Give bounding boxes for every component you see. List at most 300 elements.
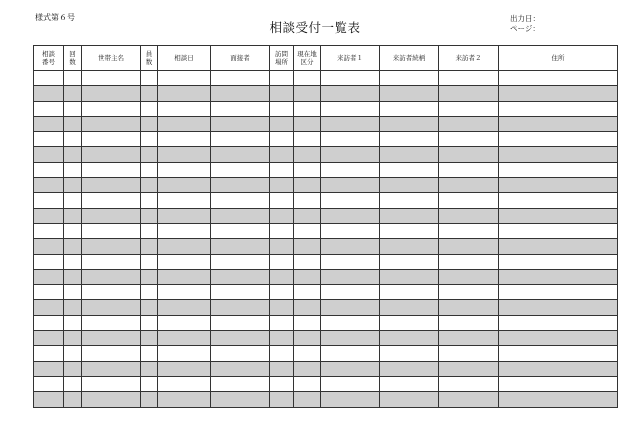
table-cell bbox=[321, 116, 380, 131]
table-row bbox=[34, 86, 618, 101]
table-cell bbox=[294, 254, 321, 269]
table-cell bbox=[211, 86, 270, 101]
table-cell bbox=[439, 361, 499, 376]
table-cell bbox=[270, 193, 294, 208]
table-cell bbox=[141, 101, 158, 116]
table-row bbox=[34, 71, 618, 86]
page-title: 相談受付一覧表 bbox=[269, 20, 361, 35]
table-cell bbox=[34, 86, 64, 101]
table-cell bbox=[270, 254, 294, 269]
table-cell bbox=[439, 162, 499, 177]
table-cell bbox=[321, 315, 380, 330]
table-cell bbox=[141, 116, 158, 131]
table-row bbox=[34, 193, 618, 208]
table-cell bbox=[439, 178, 499, 193]
column-header: 相談 番号 bbox=[34, 46, 64, 71]
table-cell bbox=[211, 376, 270, 391]
table-cell bbox=[294, 361, 321, 376]
table-cell bbox=[34, 346, 64, 361]
table-cell bbox=[211, 392, 270, 407]
table-cell bbox=[34, 178, 64, 193]
table-cell bbox=[270, 208, 294, 223]
table-row bbox=[34, 178, 618, 193]
table-cell bbox=[499, 208, 618, 223]
table-cell bbox=[211, 331, 270, 346]
table-cell bbox=[211, 162, 270, 177]
table-cell bbox=[82, 254, 141, 269]
table-cell bbox=[64, 71, 82, 86]
table-cell bbox=[439, 315, 499, 330]
table-cell bbox=[499, 269, 618, 284]
table-cell bbox=[158, 300, 211, 315]
table-cell bbox=[64, 392, 82, 407]
table-cell bbox=[439, 331, 499, 346]
table-cell bbox=[82, 285, 141, 300]
column-header: 来訪者１ bbox=[321, 46, 380, 71]
table-cell bbox=[270, 315, 294, 330]
table-row bbox=[34, 331, 618, 346]
table-cell bbox=[294, 178, 321, 193]
table-cell bbox=[34, 116, 64, 131]
table-cell bbox=[82, 315, 141, 330]
table-cell bbox=[499, 86, 618, 101]
table-cell bbox=[380, 346, 439, 361]
column-header: 世帯主名 bbox=[82, 46, 141, 71]
table-cell bbox=[380, 269, 439, 284]
table-row bbox=[34, 254, 618, 269]
table-cell bbox=[321, 147, 380, 162]
table-cell bbox=[270, 162, 294, 177]
table-cell bbox=[141, 254, 158, 269]
table-cell bbox=[380, 116, 439, 131]
table-cell bbox=[34, 331, 64, 346]
table-cell bbox=[158, 361, 211, 376]
table-cell bbox=[141, 132, 158, 147]
table-cell bbox=[294, 376, 321, 391]
table-cell bbox=[141, 147, 158, 162]
table-cell bbox=[211, 285, 270, 300]
table-cell bbox=[439, 147, 499, 162]
table-cell bbox=[321, 285, 380, 300]
table-cell bbox=[211, 346, 270, 361]
table-row bbox=[34, 147, 618, 162]
table-cell bbox=[34, 208, 64, 223]
table-cell bbox=[439, 193, 499, 208]
table-cell bbox=[321, 223, 380, 238]
table-cell bbox=[34, 162, 64, 177]
table-cell bbox=[158, 239, 211, 254]
table-cell bbox=[380, 147, 439, 162]
table-cell bbox=[64, 269, 82, 284]
table-cell bbox=[294, 331, 321, 346]
table-cell bbox=[64, 254, 82, 269]
table-cell bbox=[380, 86, 439, 101]
table-row bbox=[34, 300, 618, 315]
table-cell bbox=[294, 239, 321, 254]
table-cell bbox=[64, 285, 82, 300]
table-cell bbox=[82, 178, 141, 193]
table-cell bbox=[294, 86, 321, 101]
table-cell bbox=[294, 162, 321, 177]
table-cell bbox=[270, 132, 294, 147]
table-cell bbox=[211, 116, 270, 131]
output-date-label: 出力日： bbox=[510, 14, 540, 23]
table-cell bbox=[141, 71, 158, 86]
table-cell bbox=[321, 162, 380, 177]
table-cell bbox=[64, 223, 82, 238]
table-cell bbox=[439, 86, 499, 101]
table-cell bbox=[380, 239, 439, 254]
table-cell bbox=[34, 376, 64, 391]
table-cell bbox=[64, 361, 82, 376]
table-cell bbox=[270, 285, 294, 300]
table-cell bbox=[380, 285, 439, 300]
table-cell bbox=[439, 376, 499, 391]
table-cell bbox=[499, 147, 618, 162]
table-cell bbox=[34, 71, 64, 86]
table-cell bbox=[64, 116, 82, 131]
table-cell bbox=[380, 162, 439, 177]
table-cell bbox=[141, 86, 158, 101]
column-header: 相談日 bbox=[158, 46, 211, 71]
table-row bbox=[34, 361, 618, 376]
page-number-label: ページ： bbox=[510, 24, 540, 33]
table-cell bbox=[499, 331, 618, 346]
table-cell bbox=[34, 239, 64, 254]
table-cell bbox=[141, 162, 158, 177]
table-cell bbox=[321, 193, 380, 208]
table-cell bbox=[321, 208, 380, 223]
table-cell bbox=[82, 300, 141, 315]
table-cell bbox=[439, 71, 499, 86]
table-cell bbox=[34, 315, 64, 330]
table-cell bbox=[82, 208, 141, 223]
table-cell bbox=[380, 208, 439, 223]
table-cell bbox=[158, 162, 211, 177]
table-cell bbox=[270, 147, 294, 162]
table-cell bbox=[141, 193, 158, 208]
table-cell bbox=[34, 392, 64, 407]
table-cell bbox=[141, 376, 158, 391]
table-cell bbox=[158, 116, 211, 131]
table-header-row bbox=[34, 46, 618, 71]
table-cell bbox=[64, 300, 82, 315]
table-cell bbox=[158, 208, 211, 223]
table-cell bbox=[82, 239, 141, 254]
table-cell bbox=[34, 361, 64, 376]
table-cell bbox=[64, 162, 82, 177]
table-cell bbox=[439, 132, 499, 147]
table-cell bbox=[64, 101, 82, 116]
table-cell bbox=[141, 346, 158, 361]
table-cell bbox=[380, 331, 439, 346]
column-header: 面接者 bbox=[211, 46, 270, 71]
table-cell bbox=[321, 361, 380, 376]
table-cell bbox=[499, 132, 618, 147]
table-cell bbox=[499, 193, 618, 208]
table-cell bbox=[64, 147, 82, 162]
table-cell bbox=[321, 86, 380, 101]
table-cell bbox=[34, 101, 64, 116]
table-cell bbox=[380, 392, 439, 407]
table-cell bbox=[321, 331, 380, 346]
table-cell bbox=[211, 254, 270, 269]
table-cell bbox=[270, 346, 294, 361]
column-header: 来訪者続柄 bbox=[380, 46, 439, 71]
table-cell bbox=[34, 193, 64, 208]
table-cell bbox=[380, 71, 439, 86]
table-cell bbox=[439, 239, 499, 254]
table-cell bbox=[380, 178, 439, 193]
table-cell bbox=[82, 193, 141, 208]
table-cell bbox=[34, 269, 64, 284]
table-cell bbox=[82, 361, 141, 376]
table-cell bbox=[380, 223, 439, 238]
table-cell bbox=[499, 101, 618, 116]
table-cell bbox=[158, 346, 211, 361]
table-cell bbox=[158, 147, 211, 162]
table-cell bbox=[211, 193, 270, 208]
table-cell bbox=[380, 132, 439, 147]
table-cell bbox=[321, 376, 380, 391]
table-cell bbox=[294, 223, 321, 238]
table-cell bbox=[82, 116, 141, 131]
table-cell bbox=[499, 71, 618, 86]
table-cell bbox=[82, 71, 141, 86]
table-cell bbox=[82, 162, 141, 177]
table-row bbox=[34, 239, 618, 254]
table-cell bbox=[211, 269, 270, 284]
table-cell bbox=[141, 208, 158, 223]
table-cell bbox=[82, 86, 141, 101]
table-cell bbox=[82, 223, 141, 238]
table-cell bbox=[294, 116, 321, 131]
table-cell bbox=[64, 346, 82, 361]
table-cell bbox=[34, 300, 64, 315]
table-cell bbox=[270, 361, 294, 376]
table-cell bbox=[321, 300, 380, 315]
table-cell bbox=[270, 116, 294, 131]
table-row bbox=[34, 132, 618, 147]
table-cell bbox=[499, 116, 618, 131]
table-row bbox=[34, 269, 618, 284]
table-cell bbox=[211, 300, 270, 315]
table-cell bbox=[64, 376, 82, 391]
table-cell bbox=[82, 101, 141, 116]
table-cell bbox=[270, 331, 294, 346]
table-cell bbox=[158, 223, 211, 238]
table-cell bbox=[82, 376, 141, 391]
table-cell bbox=[439, 346, 499, 361]
table-cell bbox=[294, 300, 321, 315]
table-cell bbox=[270, 86, 294, 101]
table-cell bbox=[82, 392, 141, 407]
table-cell bbox=[499, 361, 618, 376]
meta-block bbox=[510, 14, 540, 34]
table-cell bbox=[158, 376, 211, 391]
table-cell bbox=[64, 178, 82, 193]
table-cell bbox=[270, 178, 294, 193]
table-cell bbox=[499, 285, 618, 300]
table-cell bbox=[141, 392, 158, 407]
table-cell bbox=[321, 346, 380, 361]
table-cell bbox=[321, 269, 380, 284]
column-header: 員 数 bbox=[141, 46, 158, 71]
table-cell bbox=[211, 101, 270, 116]
table-cell bbox=[141, 178, 158, 193]
table-row bbox=[34, 376, 618, 391]
table-cell bbox=[499, 346, 618, 361]
table-cell bbox=[158, 315, 211, 330]
table-row bbox=[34, 223, 618, 238]
table-cell bbox=[294, 285, 321, 300]
table-cell bbox=[158, 193, 211, 208]
table-cell bbox=[321, 101, 380, 116]
table-cell bbox=[439, 223, 499, 238]
table-cell bbox=[294, 346, 321, 361]
table-cell bbox=[439, 101, 499, 116]
table-cell bbox=[294, 315, 321, 330]
table-cell bbox=[294, 132, 321, 147]
table-cell bbox=[294, 193, 321, 208]
table-cell bbox=[141, 269, 158, 284]
table-cell bbox=[294, 208, 321, 223]
table-cell bbox=[439, 208, 499, 223]
table-cell bbox=[158, 254, 211, 269]
table-cell bbox=[141, 361, 158, 376]
table-cell bbox=[499, 254, 618, 269]
table-cell bbox=[294, 71, 321, 86]
table-row bbox=[34, 346, 618, 361]
table-cell bbox=[499, 162, 618, 177]
table-cell bbox=[380, 300, 439, 315]
table-cell bbox=[211, 208, 270, 223]
table-cell bbox=[82, 331, 141, 346]
table-cell bbox=[321, 392, 380, 407]
table-cell bbox=[82, 269, 141, 284]
table-cell bbox=[34, 254, 64, 269]
table-cell bbox=[439, 269, 499, 284]
table-cell bbox=[380, 361, 439, 376]
table-cell bbox=[321, 71, 380, 86]
table-cell bbox=[270, 101, 294, 116]
table-cell bbox=[64, 315, 82, 330]
table-cell bbox=[64, 208, 82, 223]
table-cell bbox=[158, 392, 211, 407]
table-cell bbox=[499, 315, 618, 330]
column-header: 現在地 区分 bbox=[294, 46, 321, 71]
table-cell bbox=[380, 254, 439, 269]
table-cell bbox=[439, 285, 499, 300]
table-cell bbox=[321, 239, 380, 254]
table-cell bbox=[158, 132, 211, 147]
table-cell bbox=[34, 223, 64, 238]
table-cell bbox=[158, 101, 211, 116]
table-cell bbox=[34, 147, 64, 162]
table-cell bbox=[321, 178, 380, 193]
table-cell bbox=[141, 285, 158, 300]
table-cell bbox=[270, 223, 294, 238]
table-cell bbox=[64, 132, 82, 147]
table-cell bbox=[499, 223, 618, 238]
table-row bbox=[34, 162, 618, 177]
table-cell bbox=[499, 178, 618, 193]
table-cell bbox=[439, 300, 499, 315]
table-cell bbox=[141, 315, 158, 330]
table-cell bbox=[211, 71, 270, 86]
table-cell bbox=[158, 269, 211, 284]
form-number: 様式第６号 bbox=[35, 13, 75, 22]
table-cell bbox=[211, 239, 270, 254]
table-cell bbox=[34, 285, 64, 300]
table-row bbox=[34, 392, 618, 407]
column-header: 回 数 bbox=[64, 46, 82, 71]
column-header: 訪問 場所 bbox=[270, 46, 294, 71]
table-cell bbox=[499, 392, 618, 407]
table-cell bbox=[294, 147, 321, 162]
table-cell bbox=[211, 315, 270, 330]
table-cell bbox=[321, 254, 380, 269]
table-cell bbox=[34, 132, 64, 147]
table-row bbox=[34, 101, 618, 116]
table-cell bbox=[380, 101, 439, 116]
table-cell bbox=[82, 346, 141, 361]
table-cell bbox=[270, 300, 294, 315]
table-row bbox=[34, 208, 618, 223]
table-cell bbox=[321, 132, 380, 147]
table-cell bbox=[294, 269, 321, 284]
table-cell bbox=[294, 101, 321, 116]
table-cell bbox=[158, 86, 211, 101]
table-row bbox=[34, 315, 618, 330]
table-cell bbox=[439, 392, 499, 407]
table-cell bbox=[499, 239, 618, 254]
table-cell bbox=[141, 223, 158, 238]
table-cell bbox=[82, 132, 141, 147]
consultation-table bbox=[33, 45, 618, 408]
table-cell bbox=[380, 315, 439, 330]
table-cell bbox=[211, 178, 270, 193]
table-cell bbox=[270, 392, 294, 407]
column-header: 住所 bbox=[499, 46, 618, 71]
table-body bbox=[34, 71, 618, 408]
table-cell bbox=[270, 269, 294, 284]
table-cell bbox=[211, 361, 270, 376]
column-header: 来訪者２ bbox=[439, 46, 499, 71]
table-cell bbox=[211, 223, 270, 238]
table-row bbox=[34, 116, 618, 131]
table-cell bbox=[380, 193, 439, 208]
table-cell bbox=[64, 331, 82, 346]
table-cell bbox=[64, 239, 82, 254]
table-cell bbox=[439, 254, 499, 269]
table-cell bbox=[64, 193, 82, 208]
table-cell bbox=[211, 147, 270, 162]
table-cell bbox=[158, 178, 211, 193]
table-cell bbox=[270, 376, 294, 391]
table-cell bbox=[380, 376, 439, 391]
table-cell bbox=[439, 116, 499, 131]
table-cell bbox=[82, 147, 141, 162]
table-cell bbox=[211, 132, 270, 147]
table-cell bbox=[270, 71, 294, 86]
table-cell bbox=[158, 71, 211, 86]
table-cell bbox=[158, 331, 211, 346]
table-cell bbox=[64, 86, 82, 101]
table-cell bbox=[499, 376, 618, 391]
table-cell bbox=[294, 392, 321, 407]
table-cell bbox=[158, 285, 211, 300]
